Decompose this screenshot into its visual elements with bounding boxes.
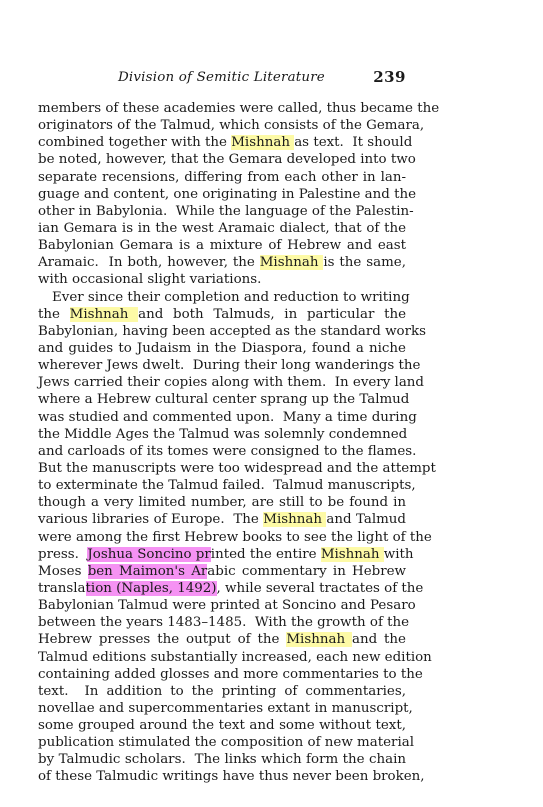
text-line	[38, 597, 416, 614]
text-segment: various libraries of Europe. The	[38, 512, 264, 528]
text-line	[38, 614, 410, 631]
text-segment: inted the entire	[210, 546, 321, 562]
text-segment: of these Talmudic writings have thus never been broken,	[38, 769, 425, 785]
text-segment: guage and content, one originating in Palestine and the	[38, 186, 417, 202]
text-segment: other in Babylonia. While the language of the Palestin-	[38, 203, 414, 219]
text-segment: Babylonian Gemara is a mixture of Hebrew and east	[38, 238, 406, 254]
text-segment: ian Gemara is in the west Aramaic dialect, that of the	[38, 220, 406, 236]
text-line	[38, 443, 417, 460]
text-line	[38, 494, 406, 511]
page-number: 239	[373, 68, 406, 86]
page-header	[38, 68, 406, 90]
running-title: Division of Semitic Literature	[118, 70, 325, 85]
text-line	[38, 460, 436, 477]
text-segment: and the	[351, 632, 406, 648]
text-segment: abic commentary in Hebrew	[207, 563, 407, 579]
text-line	[38, 340, 406, 357]
text-segment: text. In addition to the printing of commentaries,	[38, 683, 406, 699]
text-segment: Aramaic. In both, however, the	[38, 255, 260, 271]
text-line	[38, 649, 432, 666]
text-segment: , while several tractates of the	[216, 580, 424, 596]
text-segment: was studied and commented upon. Many a time during	[38, 409, 417, 425]
text-line	[38, 237, 406, 254]
text-segment: Talmud editions substantially increased, each new edition	[38, 649, 432, 665]
text-line	[38, 220, 406, 237]
text-line	[38, 546, 414, 563]
text-line	[38, 477, 416, 494]
text-segment: Ever since their completion and reduction to writing	[52, 289, 410, 305]
highlighted-text: Mishnah	[263, 512, 327, 528]
text-segment: as text. It should	[294, 135, 413, 151]
text-segment: the Middle Ages the Talmud was solemnly condemned	[38, 426, 408, 442]
text-line	[38, 117, 425, 134]
text-segment: and guides to Judaism in the Diaspora, found a niche	[38, 340, 406, 356]
text-segment: But the manuscripts were too widespread and the attempt	[38, 460, 436, 476]
text-line	[38, 683, 406, 700]
text-line	[38, 306, 406, 323]
text-segment: is the same,	[323, 255, 406, 271]
text-segment: wherever Jews dwelt. During their long wanderings the	[38, 358, 421, 374]
highlighted-text: Joshua Soncino pr	[87, 546, 211, 562]
highlighted-text: Mishnah	[259, 255, 324, 271]
text-line	[38, 374, 424, 391]
text-line	[38, 391, 410, 408]
text-segment: and both Talmuds, in particular the	[138, 306, 407, 322]
text-line	[38, 100, 440, 117]
text-line	[38, 717, 406, 734]
body-text	[38, 100, 440, 786]
text-line	[38, 734, 414, 751]
text-segment: novellae and supercommentaries extant in manuscript,	[38, 700, 413, 716]
text-segment: Babylonian, having been accepted as the standard works	[38, 323, 427, 339]
text-segment: with	[383, 546, 414, 562]
text-segment: were among the first Hebrew books to see the light of the	[38, 529, 432, 545]
text-segment: Hebrew presses the output of the	[38, 632, 287, 648]
highlighted-text: Mishnah	[231, 135, 295, 151]
text-line	[38, 186, 417, 203]
text-line	[38, 254, 406, 271]
text-line	[38, 203, 414, 220]
text-line	[38, 357, 421, 374]
highlighted-text: ben Maimon's Ar	[87, 563, 208, 579]
text-segment: members of these academies were called, thus became the	[38, 101, 440, 116]
text-segment: where a Hebrew cultural center sprang up the Talmud	[38, 392, 410, 408]
text-line	[38, 700, 413, 717]
text-segment: Babylonian Talmud were printed at Soncino and Pesaro	[38, 598, 416, 614]
text-segment: Moses	[38, 563, 88, 579]
text-segment: Jews carried their copies along with them. In every land	[38, 375, 424, 391]
text-segment: and carloads of its tomes were consigned to the flames.	[38, 443, 417, 459]
text-line	[38, 169, 406, 186]
text-line	[38, 580, 424, 597]
text-line	[38, 511, 406, 528]
highlighted-text: Mishnah	[320, 546, 384, 562]
text-line	[38, 563, 406, 580]
highlighted-text: Mishnah	[69, 306, 139, 322]
text-segment: containing added glosses and more commentaries to the	[38, 666, 423, 682]
text-line	[38, 289, 410, 306]
text-segment: the	[38, 306, 70, 322]
text-segment: some grouped around the text and some without text,	[38, 718, 406, 734]
text-segment: publication stimulated the composition of new material	[38, 735, 414, 751]
text-segment: though a very limited number, are still to be found in	[38, 495, 406, 511]
text-segment: between the years 1483–1485. With the growth of the	[38, 615, 410, 631]
text-line	[38, 323, 427, 340]
text-segment: and Talmud	[326, 512, 406, 528]
text-line	[38, 768, 425, 785]
text-line	[38, 409, 417, 426]
highlighted-text: Mishnah	[286, 632, 352, 648]
text-segment: to exterminate the Talmud failed. Talmud manuscripts,	[38, 478, 416, 494]
text-segment: with occasional slight variations.	[38, 272, 262, 288]
text-segment: be noted, however, that the Gemara developed into two	[38, 152, 416, 168]
text-segment: originators of the Talmud, which consists of the Gemara,	[38, 118, 425, 134]
text-segment: transla	[38, 580, 86, 596]
text-line	[38, 751, 406, 768]
text-segment: combined together with the	[38, 135, 232, 151]
text-segment: separate recensions, differing from each other in lan-	[38, 169, 406, 185]
text-line	[38, 529, 432, 546]
text-line	[38, 151, 416, 168]
highlighted-text: tion (Naples, 1492)	[85, 580, 217, 596]
text-segment: press.	[38, 546, 88, 562]
text-line	[38, 666, 423, 683]
text-line	[38, 134, 413, 151]
text-segment: by Talmudic scholars. The links which form the chain	[38, 752, 406, 768]
text-line	[38, 271, 406, 288]
text-line	[38, 426, 406, 443]
text-line	[38, 631, 406, 648]
